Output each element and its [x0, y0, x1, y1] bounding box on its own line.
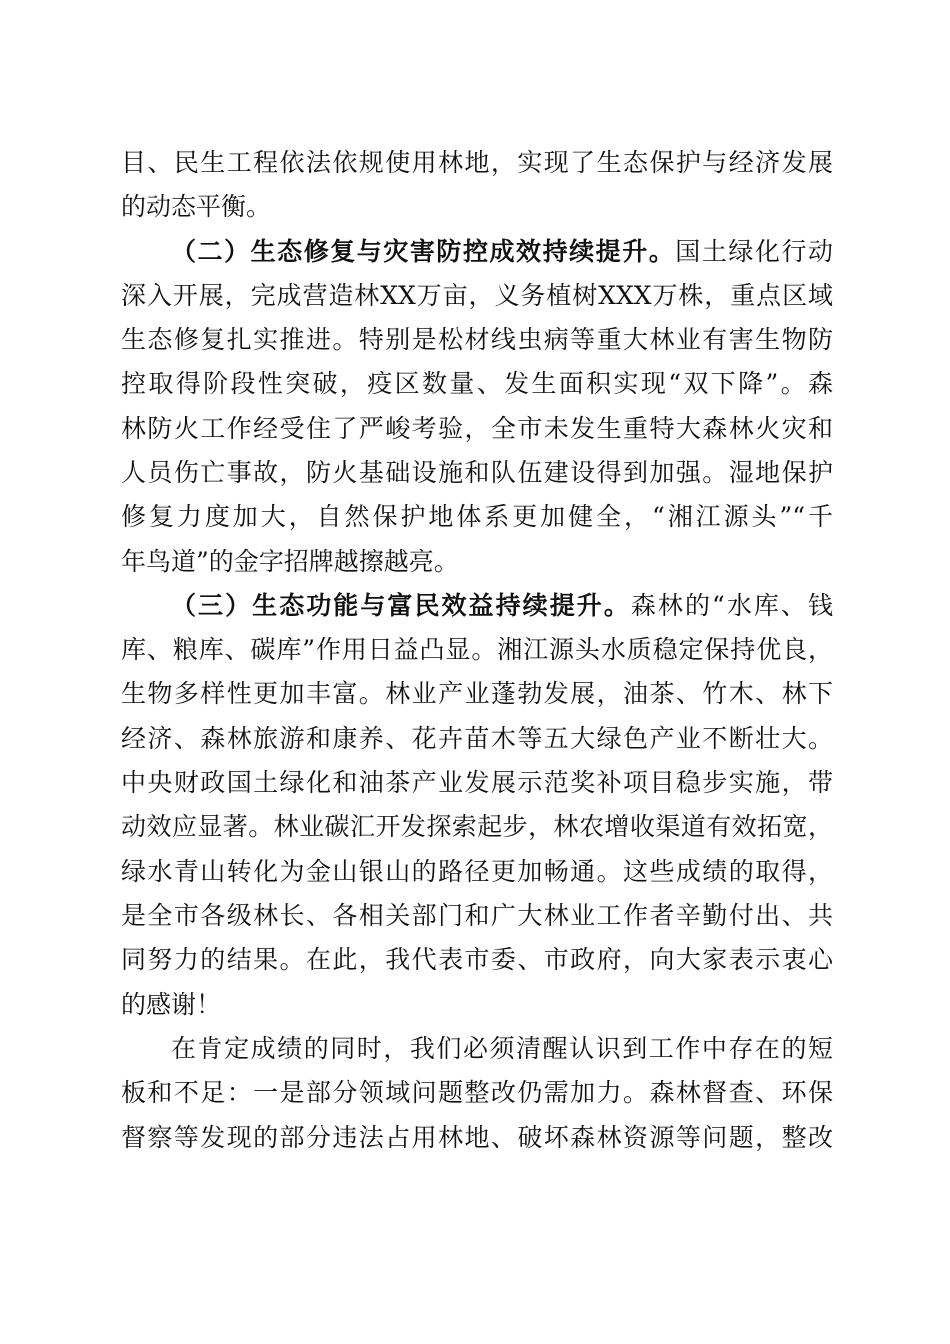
text-line: 同努力的结果。在此，我代表市委、市政府，向大家表示衷心 [121, 945, 833, 974]
text-line: 板和不足：一是部分领域问题整改仍需加力。森林督查、环保 [121, 1078, 833, 1107]
text-fragment: 国土绿化行动 [675, 237, 833, 266]
section-two-line [171, 232, 833, 272]
text-line: 是全市各级林长、各相关部门和广大林业工作者辛勤付出、共 [121, 901, 833, 930]
text-line: 目、民生工程依法依规使用林地，实现了生态保护与经济发展 [121, 148, 833, 177]
text-line: 督察等发现的部分违法占用林地、破坏森林资源等问题，整改 [121, 1123, 833, 1152]
text-line: 人员伤亡事故，防火基础设施和队伍建设得到加强。湿地保护 [121, 458, 833, 487]
text-line: 深入开展，完成营造林XX万亩，义务植树XXX万株，重点区域 [121, 281, 833, 310]
text-line: 的感谢！ [121, 990, 222, 1019]
text-line: 绿水青山转化为金山银山的路径更加畅通。这些成绩的取得， [121, 857, 833, 886]
text-line: 生物多样性更加丰富。林业产业蓬勃发展，油茶、竹木、林下 [121, 679, 833, 708]
text-line: 的动态平衡。 [121, 192, 272, 221]
text-line: 经济、森林旅游和康养、花卉苗木等五大绿色产业不断壮大。 [121, 724, 833, 753]
text-line: 中央财政国土绿化和油茶产业发展示范奖补项目稳步实施，带 [121, 768, 833, 797]
section-heading-two: （二）生态修复与灾害防控成效持续提升。 [171, 237, 676, 266]
text-line: 年鸟道”的金字招牌越擦越亮。 [121, 547, 459, 576]
section-heading-three: （三）生态功能与富民效益持续提升。 [171, 591, 631, 620]
text-line: 修复力度加大，自然保护地体系更加健全，“湘江源头”“千 [121, 502, 833, 531]
text-line: 动效应显著。林业碳汇开发探索起步，林农增收渠道有效拓宽， [121, 812, 833, 841]
text-line: 在肯定成绩的同时，我们必须清醒认识到工作中存在的短 [171, 1034, 833, 1063]
text-line: 库、粮库、碳库”作用日益凸显。湘江源头水质稳定保持优良， [121, 635, 833, 664]
text-fragment: 森林的“水库、钱 [630, 591, 833, 620]
text-line: 控取得阶段性突破，疫区数量、发生面积实现“双下降”。森 [121, 369, 833, 398]
text-line: 生态修复扎实推进。特别是松材线虫病等重大林业有害生物防 [121, 325, 833, 354]
section-three-line [171, 586, 833, 626]
text-line: 林防火工作经受住了严峻考验，全市未发生重特大森林火灾和 [121, 414, 833, 443]
